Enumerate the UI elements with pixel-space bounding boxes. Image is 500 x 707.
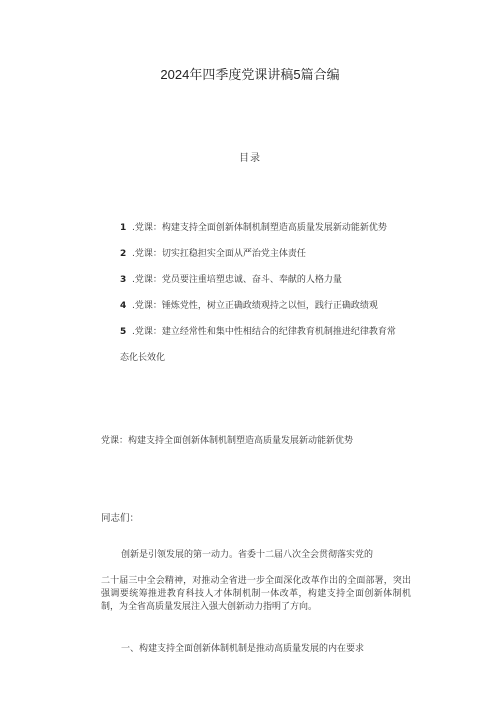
toc-item: [120, 221, 450, 235]
toc-item-text: .党课：切实扛稳担实全面从严治党主体责任: [132, 249, 306, 259]
subsection-heading: 一、构建支持全面创新体制机制是推动高质量发展的内在要求: [121, 644, 365, 654]
table-of-contents: [120, 221, 450, 377]
toc-item: [120, 325, 450, 365]
toc-item-number: 3: [120, 275, 127, 285]
toc-item-continuation: 态化长效化: [120, 353, 166, 363]
toc-item: [120, 299, 450, 313]
toc-item-number: 4: [120, 301, 127, 311]
paragraph-opening: 创新是引领发展的第一动力。省委十二届八次全会贯彻落实党的: [121, 550, 374, 560]
toc-item-text: .党课：党员要注重培塑忠诚、奋斗、奉献的人格力量: [132, 275, 342, 285]
toc-heading: 目录: [239, 153, 261, 164]
toc-item-text: .党课：建立经常性和集中性相结合的纪律教育机制推进纪律教育常: [132, 327, 396, 337]
toc-item-number: 2: [120, 249, 127, 259]
toc-item-text: .党课：构建支持全面创新体制机制塑造高质量发展新动能新优势: [132, 223, 387, 233]
toc-item: [120, 273, 450, 287]
section-title: 党课：构建支持全面创新体制机制塑造高质量发展新动能新优势: [101, 436, 354, 446]
salutation: 同志们：: [101, 513, 140, 524]
document-title: 2024年四季度党课讲稿5篇合编: [160, 67, 340, 82]
toc-item-number: 5: [120, 327, 127, 337]
toc-item-text: .党课：锤炼党性，树立正确政绩观持之以恒，践行正确政绩观: [132, 301, 378, 311]
paragraph-body: 二十届三中全会精神，对推动全省进一步全面深化改革作出的全面部署，突出强调要统筹推进教育科技人才体制机制一体改革，构建支持全面创新体制机制，为全省高质量发展注入强大创新动力指明了方向。: [101, 576, 411, 612]
toc-item: [120, 247, 450, 261]
toc-item-number: 1: [120, 223, 127, 233]
